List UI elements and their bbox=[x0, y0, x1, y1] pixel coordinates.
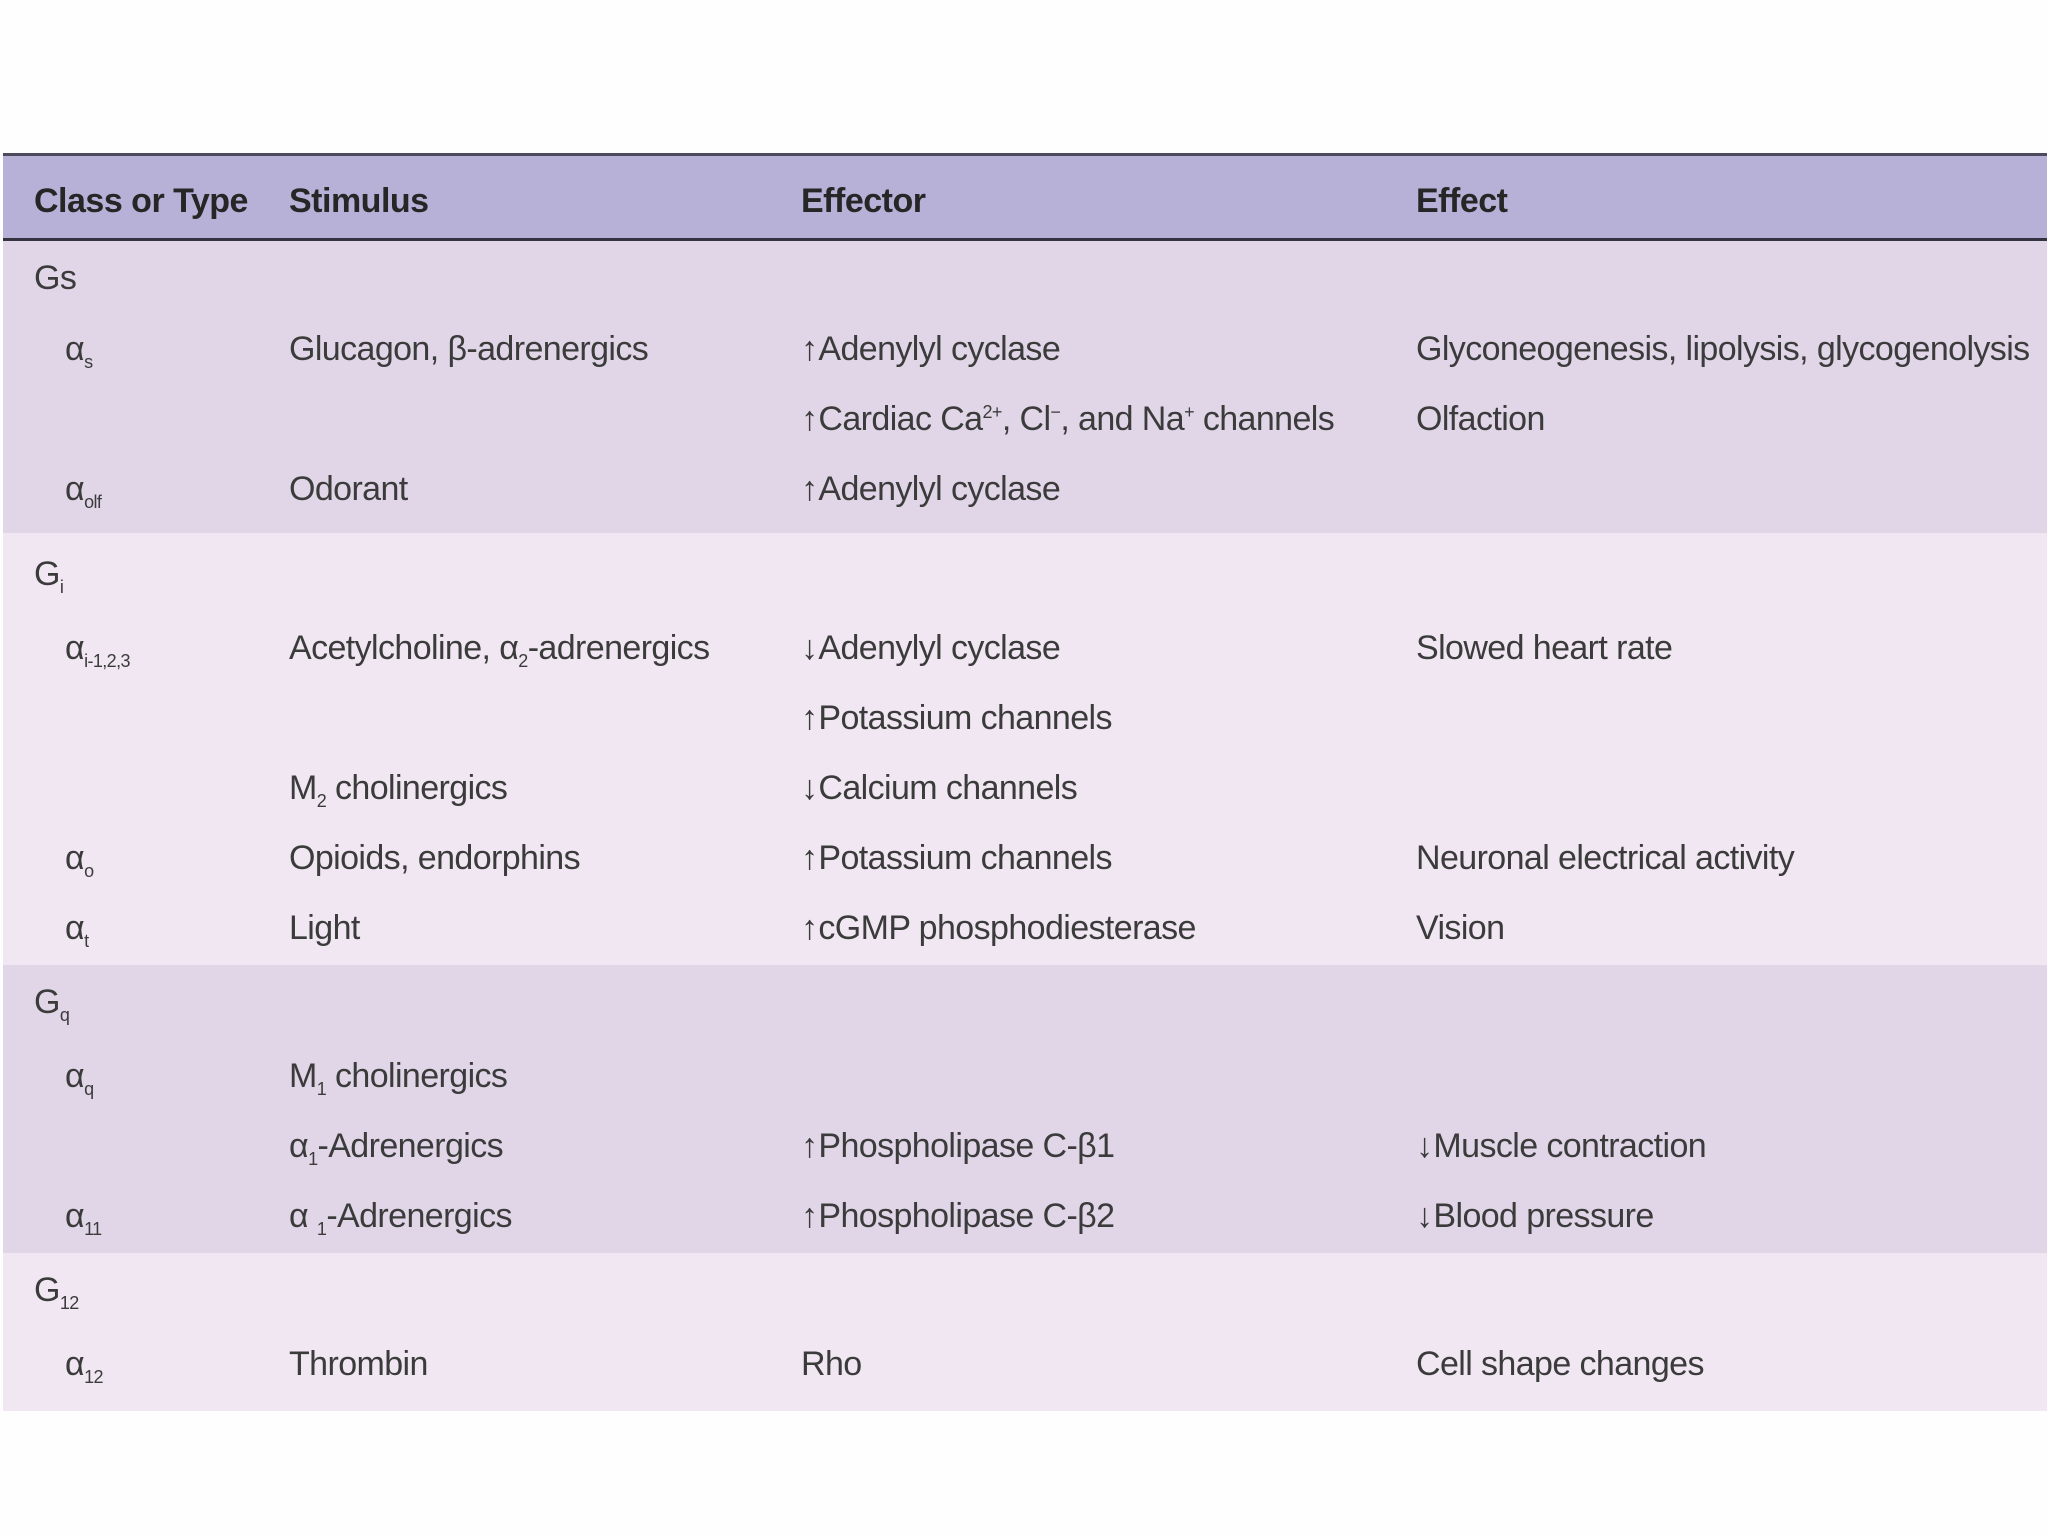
effector-cell: ↓Calcium channels bbox=[801, 769, 1078, 807]
class-cell: $\alpha_{i-1,2,3}$ bbox=[65, 629, 130, 671]
table-row bbox=[3, 456, 2047, 526]
table-row bbox=[3, 1113, 2047, 1183]
up-arrow-icon: ↑ bbox=[801, 839, 818, 877]
effector-cell: ↑Phospholipase C-β1 bbox=[801, 1127, 1115, 1165]
effector-cell: Rho bbox=[801, 1345, 862, 1383]
effect-cell: Olfaction bbox=[1416, 400, 1545, 438]
table-row bbox=[3, 615, 2047, 685]
effector-cell: ↑Potassium channels bbox=[801, 839, 1112, 877]
table-row bbox=[3, 755, 2047, 825]
table-row bbox=[3, 1043, 2047, 1113]
effect-cell: Cell shape changes bbox=[1416, 1345, 1704, 1383]
stimulus-cell: Glucagon, β-adrenergics bbox=[289, 330, 649, 368]
group-title-row bbox=[3, 965, 2047, 1043]
header-effector: Effector bbox=[801, 182, 926, 220]
group-title-row bbox=[3, 533, 2047, 615]
stimulus-cell: Acetylcholine, $\alpha_2$-adrenergics bbox=[289, 629, 710, 671]
effect-cell: ↓Blood pressure bbox=[1416, 1197, 1654, 1235]
table-row bbox=[3, 825, 2047, 895]
up-arrow-icon: ↑ bbox=[801, 909, 818, 947]
header-class-or-type: Class or Type bbox=[34, 182, 248, 220]
down-arrow-icon: ↓ bbox=[801, 769, 818, 807]
table-row bbox=[3, 685, 2047, 755]
table-row bbox=[3, 316, 2047, 386]
stimulus-cell: $M_1$ cholinergics bbox=[289, 1057, 508, 1099]
group-gs bbox=[3, 241, 2047, 533]
effect-cell: Glyconeogenesis, lipolysis, glycogenolysis bbox=[1416, 330, 2030, 368]
up-arrow-icon: ↑ bbox=[801, 1127, 818, 1165]
up-arrow-icon: ↑ bbox=[801, 699, 818, 737]
group-name: $G_q$ bbox=[34, 983, 70, 1025]
g-protein-table bbox=[3, 153, 2047, 1411]
down-arrow-icon: ↓ bbox=[1416, 1197, 1433, 1235]
class-cell: $\alpha_{11}$ bbox=[65, 1197, 102, 1239]
class-cell: $\alpha_{olf}$ bbox=[65, 470, 102, 512]
effect-cell: Slowed heart rate bbox=[1416, 629, 1673, 667]
up-arrow-icon: ↑ bbox=[801, 470, 818, 508]
effect-cell: Neuronal electrical activity bbox=[1416, 839, 1795, 877]
group-gi bbox=[3, 533, 2047, 965]
down-arrow-icon: ↓ bbox=[1416, 1127, 1433, 1165]
group-name: Gs bbox=[34, 259, 77, 297]
stimulus-cell: Thrombin bbox=[289, 1345, 428, 1383]
stimulus-cell: α $_1$-Adrenergics bbox=[289, 1197, 512, 1239]
effector-cell: ↓Adenylyl cyclase bbox=[801, 629, 1061, 667]
up-arrow-icon: ↑ bbox=[801, 330, 818, 368]
effector-cell: ↑Cardiac $Ca^{2+}$, Cl−, and Na+ channels bbox=[801, 400, 1335, 438]
table-header bbox=[3, 153, 2047, 241]
down-arrow-icon: ↓ bbox=[801, 629, 818, 667]
table-row bbox=[3, 1331, 2047, 1401]
effector-cell: ↑Adenylyl cyclase bbox=[801, 330, 1061, 368]
stimulus-cell: Odorant bbox=[289, 470, 408, 508]
stimulus-cell: $\alpha_1$-Adrenergics bbox=[289, 1127, 504, 1169]
up-arrow-icon: ↑ bbox=[801, 1197, 818, 1235]
group-title-row bbox=[3, 1253, 2047, 1331]
effect-cell: Vision bbox=[1416, 909, 1505, 947]
group-name: $G_{12}$ bbox=[34, 1271, 79, 1313]
class-cell: $\alpha_o$ bbox=[65, 839, 94, 881]
effector-cell: ↑Phospholipase C-β2 bbox=[801, 1197, 1115, 1235]
effector-cell: ↑Adenylyl cyclase bbox=[801, 470, 1061, 508]
class-cell: $\alpha_t$ bbox=[65, 909, 89, 951]
up-arrow-icon: ↑ bbox=[801, 400, 818, 438]
table-row bbox=[3, 895, 2047, 965]
group-name: $G_i$ bbox=[34, 555, 64, 597]
effector-cell: ↑cGMP phosphodiesterase bbox=[801, 909, 1196, 947]
class-cell: $\alpha_{12}$ bbox=[65, 1345, 103, 1387]
effector-cell: ↑Potassium channels bbox=[801, 699, 1112, 737]
class-cell: $\alpha_q$ bbox=[65, 1057, 94, 1099]
table-row bbox=[3, 386, 2047, 456]
class-cell: $\alpha_s$ bbox=[65, 330, 93, 372]
stimulus-cell: $M_2$ cholinergics bbox=[289, 769, 508, 811]
stimulus-cell: Opioids, endorphins bbox=[289, 839, 581, 877]
header-effect: Effect bbox=[1416, 182, 1508, 220]
header-stimulus: Stimulus bbox=[289, 182, 429, 220]
stimulus-cell: Light bbox=[289, 909, 360, 947]
group-gq bbox=[3, 965, 2047, 1253]
effect-cell: ↓Muscle contraction bbox=[1416, 1127, 1707, 1165]
group-title-row bbox=[3, 241, 2047, 316]
group-g12 bbox=[3, 1253, 2047, 1411]
table-row bbox=[3, 1183, 2047, 1253]
